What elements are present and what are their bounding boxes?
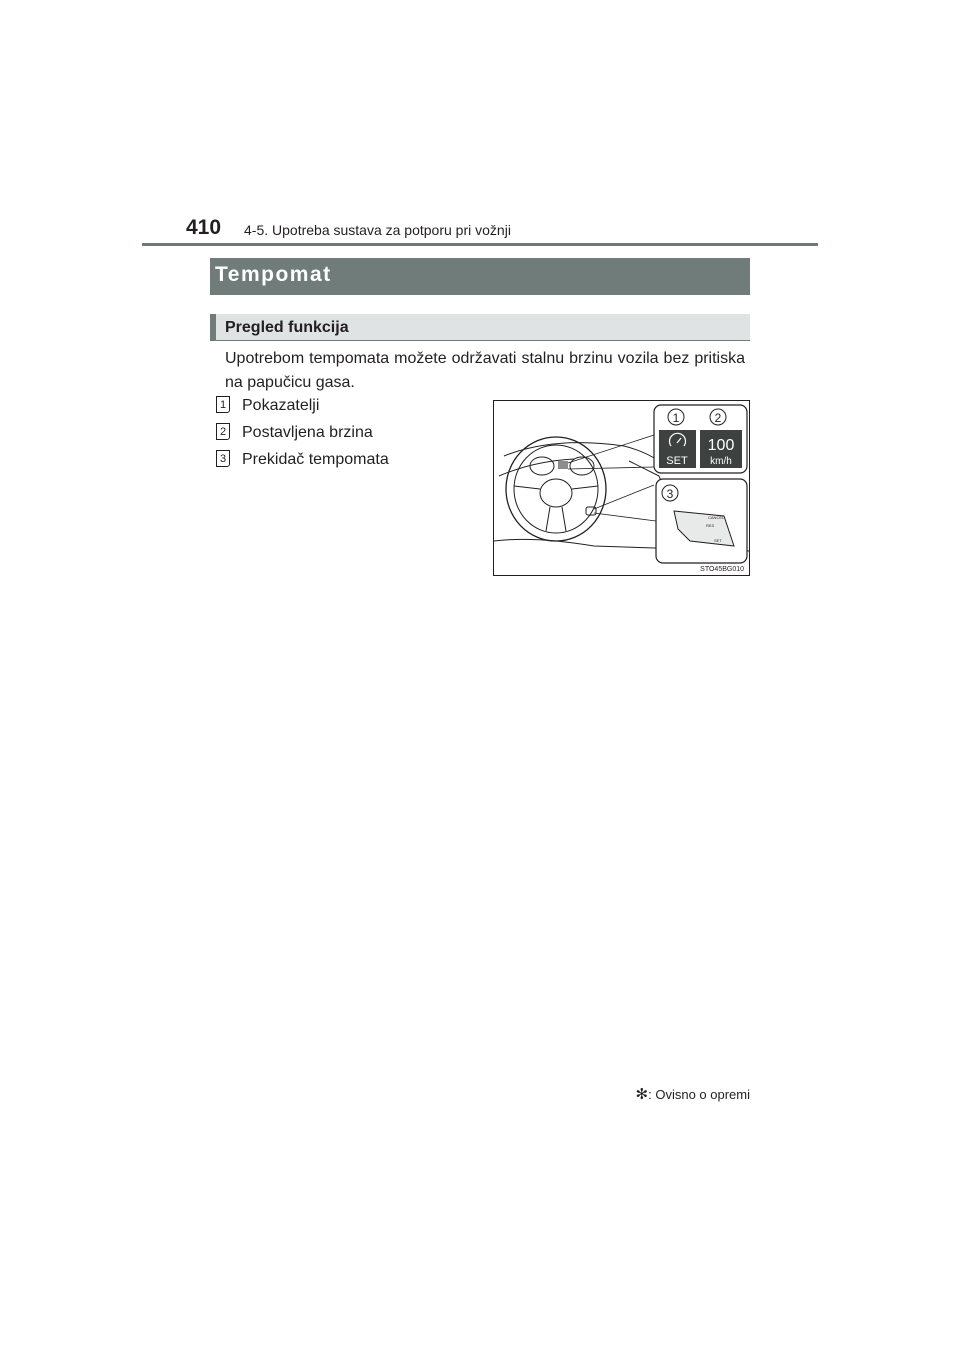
callout-number: 2 <box>714 411 722 425</box>
callout-leader <box>594 485 654 509</box>
subsection-title-bar <box>210 314 750 340</box>
callout-leader <box>568 467 654 469</box>
callout-number: 1 <box>672 411 680 425</box>
set-speed-unit: km/h <box>710 456 732 467</box>
header-rule <box>142 243 818 246</box>
dashboard-drawing <box>494 401 749 575</box>
legend-number-box: 1 <box>216 396 230 413</box>
page-number: 410 <box>186 216 222 239</box>
switch-label-set: SET <box>714 538 722 543</box>
gauge-right <box>570 457 594 475</box>
intro-paragraph: Upotrebom tempomata možete održavati stalnu brzinu vozila bez pritiska na papučicu gasa. <box>225 350 745 391</box>
steering-wheel-icon <box>506 437 606 541</box>
legend-label: Prekidač tempomata <box>242 451 389 468</box>
steering-wheel-inner <box>514 445 598 533</box>
steering-hub <box>540 479 572 507</box>
callout-leader <box>568 435 654 463</box>
steering-spokes <box>514 486 598 531</box>
gauge-left <box>530 457 554 475</box>
set-speed-value: 100 <box>707 437 735 454</box>
subsection-rule <box>210 340 750 341</box>
section-title: Tempomat <box>215 263 332 286</box>
footnote <box>636 1085 750 1103</box>
callout-number: 3 <box>666 487 674 501</box>
callout-leader <box>594 513 656 521</box>
legend-label: Pokazatelji <box>242 397 320 414</box>
asterisk-icon: ✻ <box>635 1086 649 1103</box>
legend-label: Postavljena brzina <box>242 424 373 441</box>
multi-info-display <box>558 461 568 469</box>
set-indicator-label: SET <box>666 455 688 467</box>
figure-code: STO45BG010 <box>700 566 744 573</box>
switch-label-cancel: CANCEL <box>708 515 725 520</box>
cruise-control-illustration <box>493 400 750 576</box>
legend-number-box: 3 <box>216 450 230 467</box>
section-title-bar <box>210 258 750 295</box>
legend-number-box: 2 <box>216 423 230 440</box>
chapter-title: 4-5. Upotreba sustava za potporu pri vožnji <box>244 222 511 238</box>
subsection-title: Pregled funkcija <box>225 319 349 336</box>
switch-label-res: RES <box>706 523 715 528</box>
footnote-text: : Ovisno o opremi <box>648 1087 750 1102</box>
